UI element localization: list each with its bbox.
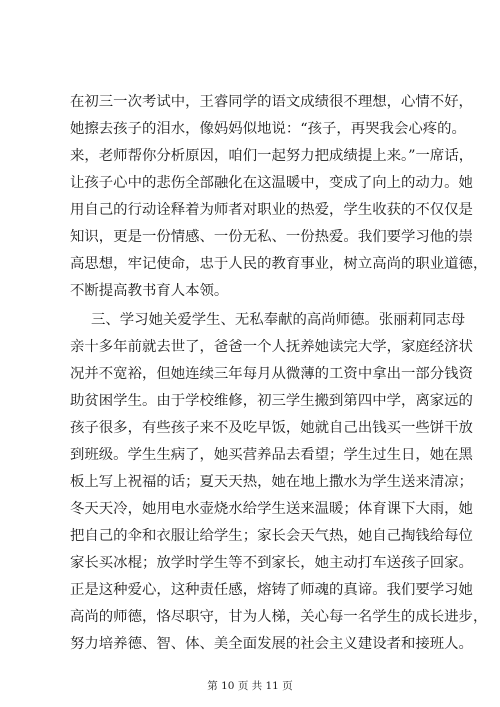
text-line: 正是这种爱心，这种责任感，熔铸了师魂的真谛。我们要学习她	[70, 582, 473, 598]
text-line: 冬天天冷，她用电水壶烧水给学生送来温暖；体育课下大雨，她	[70, 501, 473, 517]
text-line: 况并不宽裕，但她连续三年每月从微薄的工资中拿出一部分钱资	[70, 366, 473, 382]
text-line: 知识，更是一份情感、一份无私、一份热爱。我们要学习他的崇	[70, 229, 473, 245]
text-line: 在初三一次考试中，王睿同学的语文成绩很不理想，心情不好，	[70, 94, 473, 110]
text-line: 板上写上祝福的话；夏天天热，她在地上撒水为学生送来清凉；	[70, 474, 473, 490]
text-line: 亲十多年前就去世了，爸爸一个人抚养她读完大学，家庭经济状	[70, 339, 473, 355]
text-line: 三、学习她关爱学生、无私奉献的高尚师德。张丽莉同志母	[91, 312, 466, 328]
text-line: 把自己的伞和衣服让给学生；家长会天气热，她自己掏钱给每位	[70, 528, 473, 544]
page-footer: 第 10 页 共 11 页	[207, 680, 293, 692]
text-line: 用自己的行动诠释着为师者对职业的热爱，学生收获的不仅仅是	[70, 202, 473, 218]
text-line: 来，老师帮你分析原因，咱们一起努力把成绩提上来。”一席话，	[70, 148, 474, 164]
text-line: 高思想，牢记使命，忠于人民的教育事业，树立高尚的职业道德，	[70, 256, 488, 272]
text-line: 不断提高教书育人本领。	[70, 283, 229, 299]
text-line: 高尚的师德，恪尽职守，甘为人梯，关心每一名学生的成长进步，	[70, 609, 488, 625]
text-line: 让孩子心中的悲伤全部融化在这温暖中，变成了向上的动力。她	[70, 175, 473, 191]
text-line: 到班级。学生生病了，她买营养品去看望；学生过生日，她在黑	[70, 447, 473, 463]
text-line: 助贫困学生。由于学校维修，初三学生搬到第四中学，离家远的	[70, 393, 473, 409]
text-line: 她擦去孩子的泪水，像妈妈似地说：“孩子，再哭我会心疼的。	[70, 121, 466, 137]
text-line: 家长买冰棍；放学时学生等不到家长，她主动打车送孩子回家。	[70, 555, 473, 571]
text-line: 孩子很多，有些孩子来不及吃早饭，她就自己出钱买一些饼干放	[70, 420, 473, 436]
text-line: 努力培养德、智、体、美全面发展的社会主义建设者和接班人。	[70, 636, 473, 652]
